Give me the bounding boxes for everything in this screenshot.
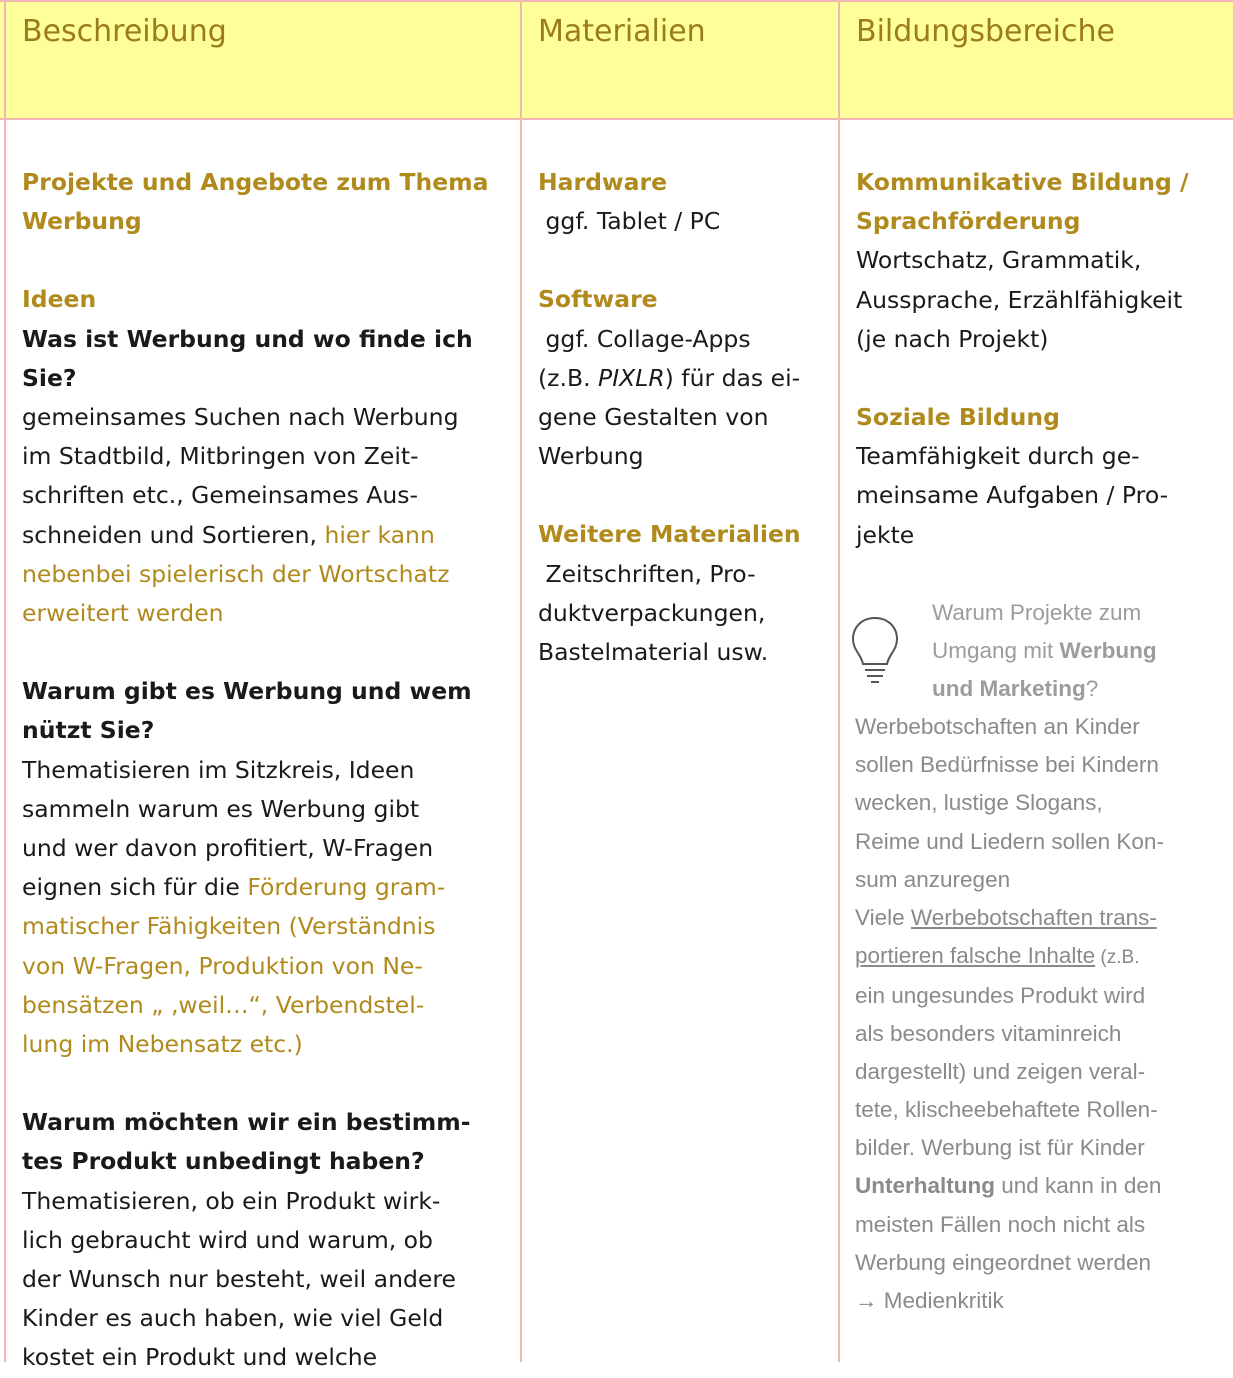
header-beschreibung: Beschreibung: [22, 14, 227, 49]
soziale-bildung-text: Teamfähigkeit durch ge- meinsame Aufgaben / Pro- jekte: [856, 442, 1169, 549]
paragraph-1: gemeinsames Suchen nach Werbung im Stadtbild, Mitbringen von Zeit- schriften etc., Gemeinsames Aus- schneiden und Sortieren, hier kann nebenbei spielerisch der Wortschatz erweitert werden: [22, 403, 459, 628]
kommunikative-bildung-heading: Kommunikative Bildung / Sprachförderung: [856, 168, 1189, 236]
header-divider: [0, 118, 1233, 120]
ideen-heading: Ideen: [22, 285, 97, 314]
tip-text: Werbebotschaften an Kinder sollen Bedürfnisse bei Kindern wecken, lustige Slogans, Reime und Liedern sollen Kon- sum anzuregen Viele Werbebotschaften trans- portieren falsche Inhalte (z.B. ein ungesundes Produkt wird als besonders vitaminreich dargestellt) und zeigen veral- tete, klischeebehaftete Rollen- bilder. Werbung ist für Kinder Unterhaltung und kann in den meisten Fällen noch nicht als Werbung eingeordnet werden → Medienkritik: [855, 714, 1164, 1313]
header-bildungsbereiche: Bildungsbereiche: [856, 14, 1115, 49]
tip-heading: Warum Projekte zum Umgang mit Werbung und Marketing?: [932, 600, 1157, 702]
table-top-border: [0, 0, 1233, 2]
column-materialien: [538, 163, 833, 672]
column-beschreibung: [22, 163, 517, 1378]
paragraph-2: Thematisieren im Sitzkreis, Ideen sammeln warum es Werbung gibt und wer davon profitiert, W-Fragen eignen sich für die Förderung gram- matischer Fähigkeiten (Verständnis von W-Fragen, Produktion von Ne- bensätzen „ ‚weil…“, Verbendstel- lung im Nebensatz etc.): [22, 755, 446, 1059]
question-1: Was ist Werbung und wo finde ich Sie?: [22, 324, 473, 392]
header-materialien: Materialien: [538, 14, 706, 49]
soziale-bildung-heading: Soziale Bildung: [856, 403, 1060, 432]
weitere-materialien-text: Zeitschriften, Pro- duktverpackungen, Bastelmaterial usw.: [538, 559, 769, 667]
column-bildungsbereiche: [856, 163, 1233, 555]
table-left-border: [4, 0, 6, 1362]
hardware-heading: Hardware: [538, 168, 668, 196]
tip-box: [855, 594, 1227, 1320]
column-divider-1: [520, 0, 522, 1362]
paragraph-3: Thematisieren, ob ein Produkt wirk- lich gebraucht wird und warum, ob der Wunsch nur besteht, weil andere Kinder es auch haben, wie viel Geld kostet ein Produkt und welche: [22, 1186, 456, 1372]
section-title: Projekte und Angebote zum Thema Werbung: [22, 168, 489, 236]
software-text: ggf. Collage-Apps (z.B. PIXLR) für das ei- gene Gestalten von Werbung: [538, 324, 801, 471]
column-divider-2: [838, 0, 840, 1362]
lightbulb-icon: [849, 614, 901, 694]
software-heading: Software: [538, 285, 658, 314]
hardware-text: ggf. Tablet / PC: [545, 207, 721, 236]
question-3: Warum möchten wir ein bestimm- tes Produkt unbedingt haben?: [22, 1108, 471, 1176]
question-2: Warum gibt es Werbung und wem nützt Sie?: [22, 677, 472, 745]
weitere-materialien-heading: Weitere Materialien: [538, 520, 801, 549]
kommunikative-bildung-text: Wortschatz, Grammatik, Aussprache, Erzählfähigkeit (je nach Projekt): [856, 246, 1183, 353]
